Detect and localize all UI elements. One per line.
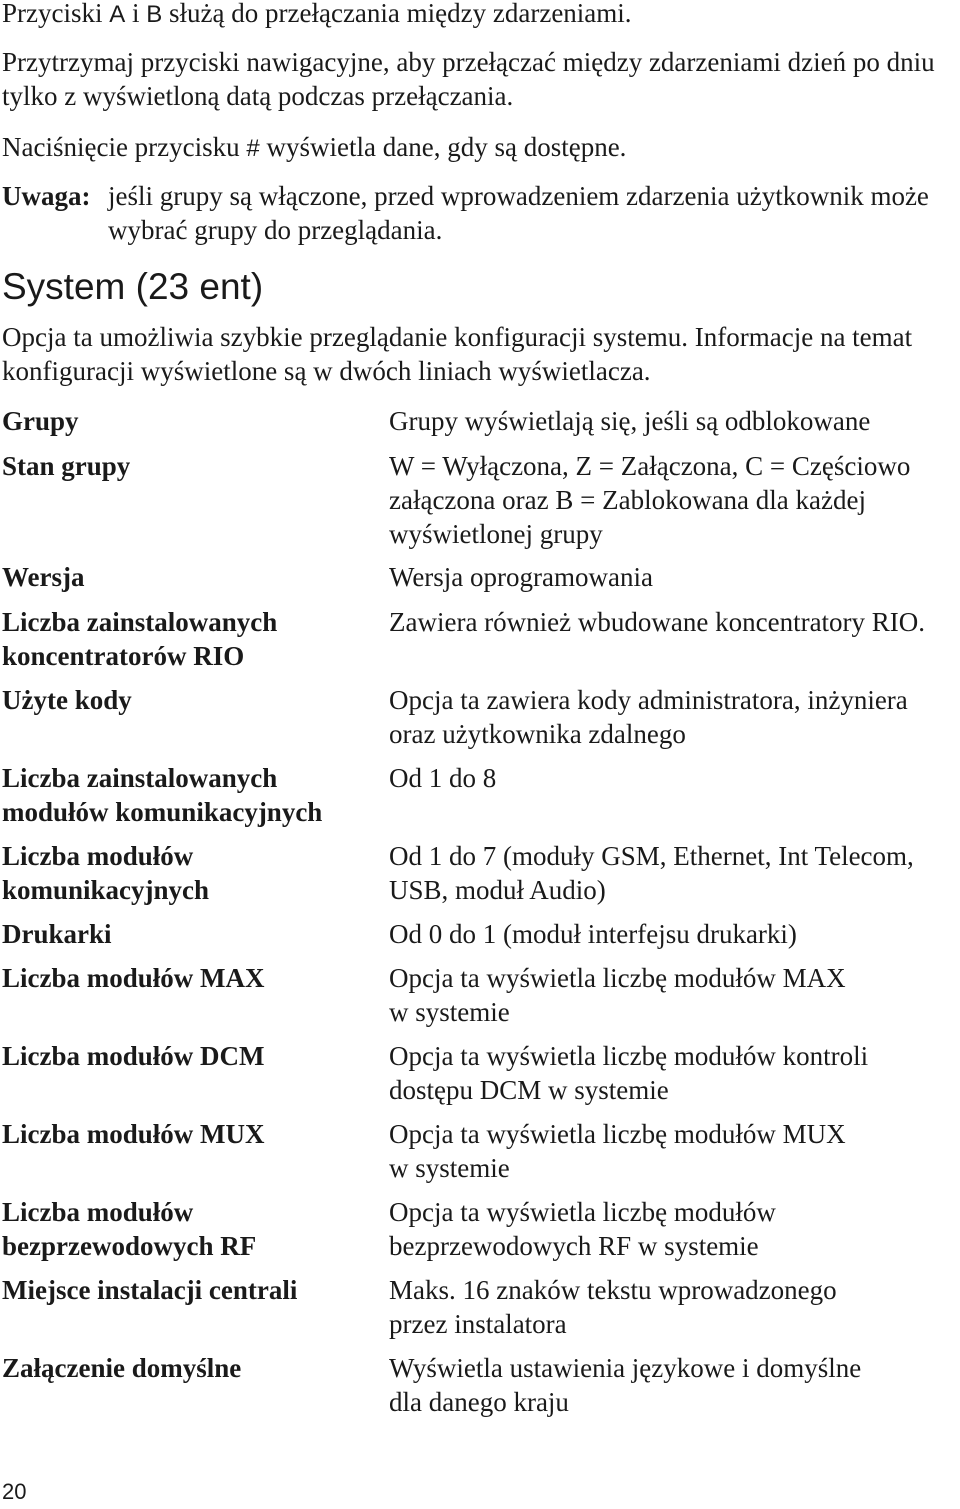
row-label-line: Użyte kody xyxy=(2,685,132,715)
row-description-line: W = Wyłączona, Z = Załączona, C = Częściowo xyxy=(389,451,911,481)
row-description xyxy=(389,1195,960,1263)
row-description-line: dla danego kraju xyxy=(389,1387,569,1417)
key-a-label: A xyxy=(109,1,126,28)
row-label xyxy=(2,560,372,594)
row-description xyxy=(389,761,960,795)
row-label-line: Liczba modułów xyxy=(2,1197,194,1227)
row-label-line: Stan grupy xyxy=(2,451,131,481)
row-description xyxy=(389,404,960,438)
row-label xyxy=(2,449,372,483)
row-label-line: Liczba modułów xyxy=(2,841,194,871)
row-description xyxy=(389,917,960,951)
row-description xyxy=(389,605,960,639)
intro-keys-prefix: Przyciski xyxy=(2,0,110,28)
row-description xyxy=(389,449,960,551)
intro-navigation-paragraph: Przytrzymaj przyciski nawigacyjne, aby przełączać między zdarzeniami dzień po dniu tylko z wyświetloną datą podczas przełączania. xyxy=(2,47,935,111)
row-label-line: Miejsce instalacji centrali xyxy=(2,1275,298,1305)
section-description: Opcja ta umożliwia szybkie przeglądanie konfiguracji systemu. Informacje na temat konfiguracji wyświetlone są w dwóch liniach wyświetlacza. xyxy=(2,322,913,386)
row-description-line: Opcja ta wyświetla liczbę modułów xyxy=(389,1197,776,1227)
row-label xyxy=(2,839,372,907)
row-label xyxy=(2,683,372,717)
row-label-line: Drukarki xyxy=(2,919,112,949)
row-description-line: Opcja ta wyświetla liczbę modułów MUX xyxy=(389,1119,846,1149)
row-description-line: przez instalatora xyxy=(389,1309,567,1339)
row-label xyxy=(2,1039,372,1073)
row-description-line: Zawiera również wbudowane koncentratory RIO. xyxy=(389,607,926,637)
row-description-line: w systemie xyxy=(389,1153,510,1183)
row-description xyxy=(389,1273,960,1341)
row-label xyxy=(2,1195,372,1263)
row-description-line: w systemie xyxy=(389,997,510,1027)
row-label xyxy=(2,961,372,995)
row-label xyxy=(2,1351,372,1385)
key-hash-label: # xyxy=(246,135,260,162)
row-label xyxy=(2,1117,372,1151)
row-description-line: Od 1 do 7 (moduły GSM, Ethernet, Int Telecom, xyxy=(389,841,914,871)
intro-hash-suffix: wyświetla dane, gdy są dostępne. xyxy=(259,132,627,162)
row-description xyxy=(389,1351,960,1419)
row-label xyxy=(2,917,372,951)
row-description-line: oraz użytkownika zdalnego xyxy=(389,719,686,749)
intro-keys-mid: i xyxy=(125,0,147,28)
row-label xyxy=(2,761,372,829)
row-label-line: Liczba modułów MAX xyxy=(2,963,265,993)
section-heading: System (23 ent) xyxy=(2,266,264,307)
row-description-line: Opcja ta zawiera kody administratora, inżyniera xyxy=(389,685,908,715)
key-b-label: B xyxy=(146,1,163,28)
intro-hash-line xyxy=(2,130,952,166)
row-description-line: bezprzewodowych RF w systemie xyxy=(389,1231,759,1261)
row-label xyxy=(2,605,372,673)
row-label-line: komunikacyjnych xyxy=(2,875,210,905)
row-description-line: Wyświetla ustawienia językowe i domyślne xyxy=(389,1353,862,1383)
row-label-line: bezprzewodowych RF xyxy=(2,1231,257,1261)
note-text: jeśli grupy są włączone, przed wprowadzeniem zdarzenia użytkownik może wybrać grupy do przeglądania. xyxy=(108,181,929,245)
row-description-line: Wersja oprogramowania xyxy=(389,562,653,592)
row-description xyxy=(389,560,960,594)
row-description-line: USB, moduł Audio) xyxy=(389,875,606,905)
row-label-line: Liczba modułów DCM xyxy=(2,1041,265,1071)
row-label-line: Liczba zainstalowanych xyxy=(2,607,278,637)
row-description-line: Od 1 do 8 xyxy=(389,763,497,793)
intro-keys-line xyxy=(2,0,952,32)
note-label: Uwaga: xyxy=(2,181,91,211)
row-description-line: Opcja ta wyświetla liczbę modułów kontroli xyxy=(389,1041,869,1071)
row-label-line: modułów komunikacyjnych xyxy=(2,797,323,827)
row-description-line: Od 0 do 1 (moduł interfejsu drukarki) xyxy=(389,919,797,949)
row-label-line: Liczba zainstalowanych xyxy=(2,763,278,793)
row-description-line: wyświetlonej grupy xyxy=(389,519,603,549)
row-description-line: Grupy wyświetlają się, jeśli są odblokowane xyxy=(389,406,871,436)
row-label-line: koncentratorów RIO xyxy=(2,641,245,671)
row-label xyxy=(2,404,372,438)
row-description xyxy=(389,1117,960,1185)
row-description xyxy=(389,839,960,907)
intro-keys-suffix: służą do przełączania między zdarzeniami. xyxy=(162,0,632,28)
row-label-line: Wersja xyxy=(2,562,85,592)
intro-hash-prefix: Naciśnięcie przycisku xyxy=(2,132,247,162)
row-description-line: Opcja ta wyświetla liczbę modułów MAX xyxy=(389,963,846,993)
row-description-line: dostępu DCM w systemie xyxy=(389,1075,669,1105)
row-description-line: Maks. 16 znaków tekstu wprowadzonego xyxy=(389,1275,837,1305)
row-description xyxy=(389,1039,960,1107)
row-description xyxy=(389,683,960,751)
row-label-line: Liczba modułów MUX xyxy=(2,1119,265,1149)
row-label-line: Grupy xyxy=(2,406,79,436)
page-number: 20 xyxy=(2,1479,27,1504)
row-label-line: Załączenie domyślne xyxy=(2,1353,242,1383)
row-description-line: załączona oraz B = Zablokowana dla każdej xyxy=(389,485,866,515)
row-description xyxy=(389,961,960,1029)
row-label xyxy=(2,1273,372,1307)
